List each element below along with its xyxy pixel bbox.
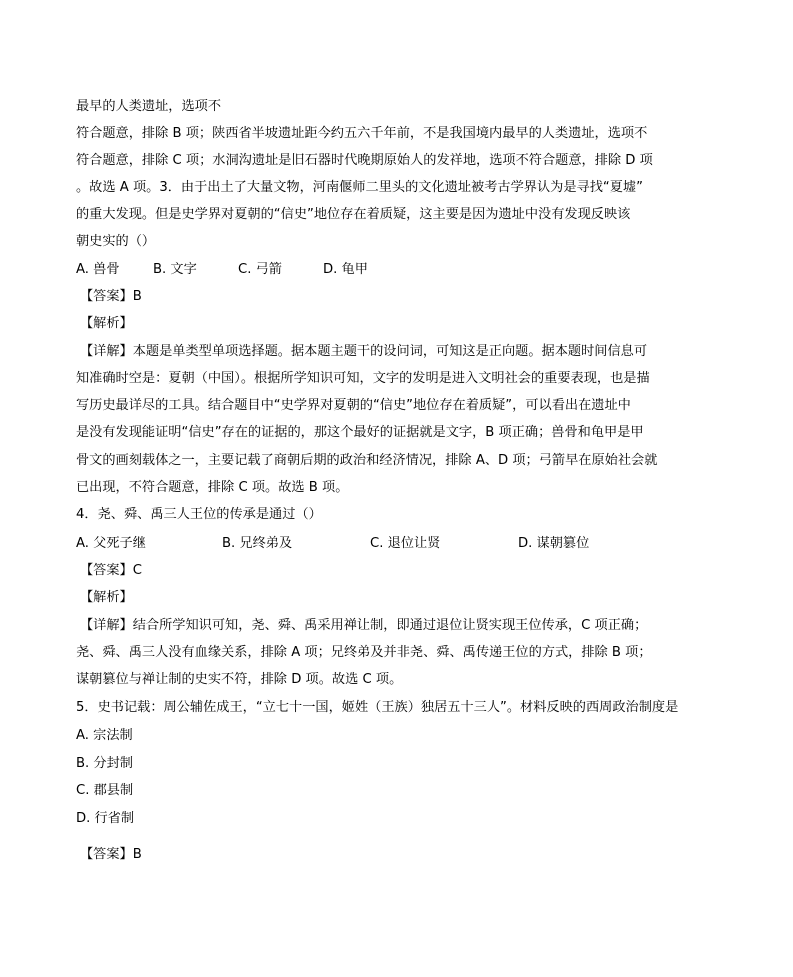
q4-detail-line: 尧、舜、禹三人没有血缘关系，排除 A 项；兄终弟及并非尧、舜、禹传递王位的方式，排除 B 项；: [76, 645, 652, 660]
q3-detail-line: 已出现，不符合题意，排除 C 项。故选 B 项。: [76, 480, 349, 495]
text-line: 最早的人类遗址，选项不: [76, 99, 222, 114]
q3-detail-line: 知准确时空是：夏朝（中国）。根据所学知识可知，文字的发明是进入文明社会的重要表现，也是描: [76, 371, 650, 386]
q4-stem: 4．尧、舜、禹三人王位的传承是通过（）: [76, 507, 322, 522]
q3-stem-line: 的重大发现。但是史学界对夏朝的“信史”地位存在着质疑，这主要是因为遗址中没有发现反映该: [76, 207, 631, 222]
q3-detail-line: 骨文的画刻载体之一，主要记载了商朝后期的政治和经济情况，排除 A、D 项；弓箭早在原始社会就: [76, 453, 658, 468]
q3-stem-line: 朝史实的（）: [76, 234, 156, 249]
q3-detail-line: 【详解】本题是单类型单项选择题。据本题主题干的设问词，可知这是正向题。据本题时间信息可: [80, 344, 648, 359]
text-line: 符合题意，排除 C 项；水洞沟遗址是旧石器时代晚期原始人的发祥地，选项不符合题意，排除 D 项: [76, 153, 653, 168]
q4-option-b: B. 兄终弟及: [222, 536, 293, 551]
q5-stem: 5．史书记载：周公辅佐成王，“立七十一国，姬姓（王族）独居五十三人”。材料反映的西周政治制度是: [76, 700, 679, 715]
q4-option-c: C. 退位让贤: [370, 536, 441, 551]
q3-option-c: C. 弓箭: [238, 262, 282, 277]
q3-answer: 【答案】B: [80, 289, 142, 304]
q4-option-a: A. 父死子继: [76, 536, 146, 551]
q3-analysis-label: 【解析】: [80, 316, 133, 331]
q5-option-a: A. 宗法制: [76, 728, 133, 743]
q5-option-d: D. 行省制: [76, 811, 135, 826]
q4-analysis-label: 【解析】: [80, 590, 133, 605]
q5-option-b: B. 分封制: [76, 756, 133, 771]
text-line: 。故选 A 项。3．由于出土了大量文物，河南偃师二里头的文化遗址被考古学界认为是寻找“夏墟”: [76, 180, 643, 195]
q3-detail-line: 是没有发现能证明“信史”存在的证据的，那这个最好的证据就是文字，B 项正确；兽骨和龟甲是甲: [76, 425, 644, 440]
q4-answer: 【答案】C: [80, 563, 142, 578]
q5-option-c: C. 郡县制: [76, 783, 134, 798]
q3-detail-line: 写历史最详尽的工具。结合题目中“史学界对夏朝的“信史”地位存在着质疑”，可以看出在遗址中: [76, 398, 631, 413]
q4-detail-line: 【详解】结合所学知识可知，尧、舜、禹采用禅让制，即通过退位让贤实现王位传承，C 项正确；: [80, 618, 648, 633]
text-line: 符合题意，排除 B 项；陕西省半坡遗址距今约五六千年前，不是我国境内最早的人类遗址，选项不: [76, 126, 648, 141]
q3-option-d: D. 龟甲: [323, 262, 368, 277]
q5-answer: 【答案】B: [80, 847, 142, 862]
q3-option-b: B. 文字: [153, 262, 197, 277]
q4-detail-line: 谋朝篡位与禅让制的史实不符，排除 D 项。故选 C 项。: [76, 672, 403, 687]
q3-option-a: A. 兽骨: [76, 262, 120, 277]
q4-option-d: D. 谋朝篡位: [518, 536, 590, 551]
